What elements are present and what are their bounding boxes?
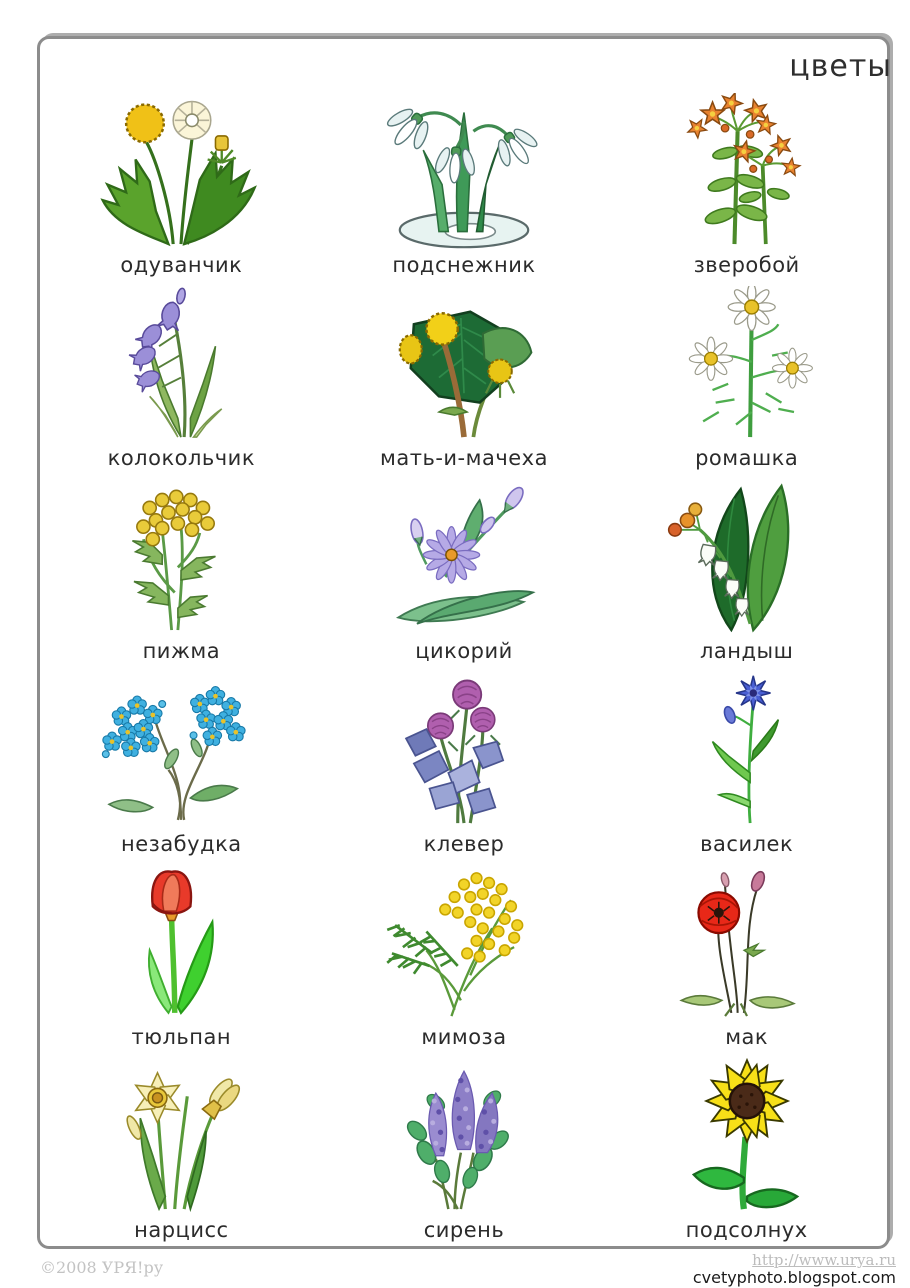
flower-label: мать-и-мачеха bbox=[380, 446, 548, 470]
footer-blog-link[interactable]: cvetyphoto.blogspot.com bbox=[692, 1267, 896, 1287]
chamomile-illustration bbox=[653, 286, 841, 444]
coltsfoot-illustration bbox=[370, 286, 558, 444]
lilac-illustration bbox=[370, 1058, 558, 1216]
flower-card-mimosa bbox=[323, 860, 606, 1053]
tulip-illustration bbox=[87, 865, 275, 1023]
flower-label: зверобой bbox=[693, 253, 800, 277]
flower-label: тюльпан bbox=[131, 1025, 232, 1049]
flower-card-forget-me-not bbox=[40, 667, 323, 860]
flower-label: ландыш bbox=[699, 639, 794, 663]
sunflower-illustration bbox=[653, 1058, 841, 1216]
mimosa-illustration bbox=[370, 865, 558, 1023]
flower-label: одуванчик bbox=[120, 253, 243, 277]
cornflower-illustration bbox=[653, 672, 841, 830]
chicory-illustration bbox=[370, 479, 558, 637]
flower-card-cornflower bbox=[605, 667, 888, 860]
dandelion-illustration bbox=[87, 93, 275, 251]
flower-card-poppy bbox=[605, 860, 888, 1053]
flower-label: цикорий bbox=[415, 639, 513, 663]
clover-illustration bbox=[370, 672, 558, 830]
flower-label: клевер bbox=[423, 832, 505, 856]
bellflower-illustration bbox=[87, 286, 275, 444]
poppy-illustration bbox=[653, 865, 841, 1023]
flower-card-st-johns-wort bbox=[605, 88, 888, 281]
flower-label: василек bbox=[700, 832, 794, 856]
st-johns-wort-illustration bbox=[653, 93, 841, 251]
flower-card-chicory bbox=[323, 474, 606, 667]
flower-card-clover bbox=[323, 667, 606, 860]
footer-site-link[interactable]: http://www.urya.ru bbox=[752, 1251, 896, 1269]
lily-of-the-valley-illustration bbox=[653, 479, 841, 637]
flower-card-sunflower bbox=[605, 1053, 888, 1246]
page-title: цветы bbox=[789, 49, 892, 84]
flower-label: незабудка bbox=[121, 832, 242, 856]
flower-card-tansy bbox=[40, 474, 323, 667]
flower-label: нарцисс bbox=[134, 1218, 229, 1242]
flower-label: мимоза bbox=[421, 1025, 507, 1049]
flower-card-tulip bbox=[40, 860, 323, 1053]
flower-card-coltsfoot bbox=[323, 281, 606, 474]
flower-card-dandelion bbox=[40, 88, 323, 281]
flower-label: подснежник bbox=[392, 253, 536, 277]
flower-label: мак bbox=[725, 1025, 769, 1049]
flower-grid bbox=[40, 88, 888, 1246]
flower-card-lily-of-the-valley bbox=[605, 474, 888, 667]
flower-label: сирень bbox=[423, 1218, 505, 1242]
flower-label: колокольчик bbox=[107, 446, 256, 470]
flower-label: ромашка bbox=[695, 446, 799, 470]
daffodil-illustration bbox=[87, 1058, 275, 1216]
flower-card-lilac bbox=[323, 1053, 606, 1246]
snowdrop-illustration bbox=[370, 93, 558, 251]
flower-label: пижма bbox=[142, 639, 221, 663]
flower-card-chamomile bbox=[605, 281, 888, 474]
flower-label: подсолнух bbox=[685, 1218, 808, 1242]
flower-card-daffodil bbox=[40, 1053, 323, 1246]
footer-links bbox=[693, 1252, 896, 1286]
forget-me-not-illustration bbox=[87, 672, 275, 830]
tansy-illustration bbox=[87, 479, 275, 637]
flower-card-bellflower bbox=[40, 281, 323, 474]
footer-copyright: ©2008 УРЯ!ру bbox=[40, 1258, 164, 1277]
flower-card-snowdrop bbox=[323, 88, 606, 281]
